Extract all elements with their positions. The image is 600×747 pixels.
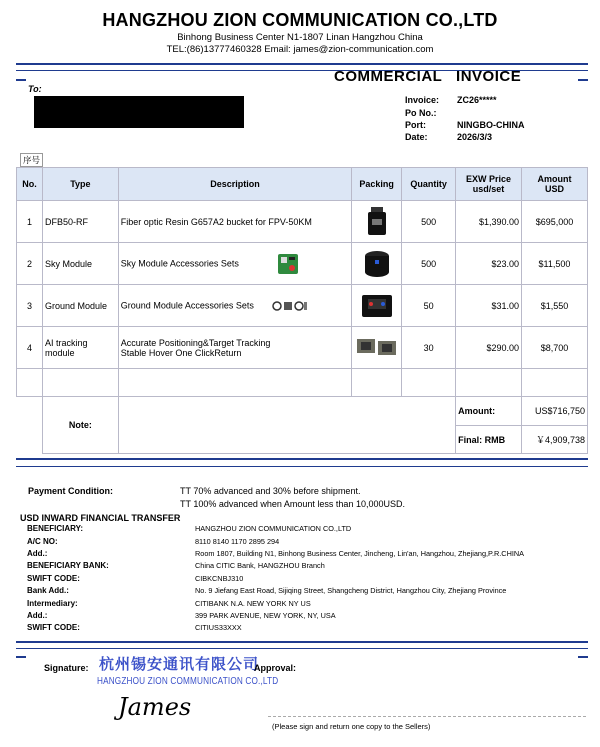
row-no: 4 bbox=[17, 327, 43, 369]
po-no-label: Po No.: bbox=[405, 108, 437, 118]
bank-value: CITIUS33XXX bbox=[195, 623, 242, 632]
bank-transfer-title: USD INWARD FINANCIAL TRANSFER bbox=[20, 513, 181, 523]
bank-key: BENEFICIARY: bbox=[27, 524, 83, 533]
company-contact: TEL:(86)13777460328 Email: james@zion-communication.com bbox=[166, 44, 434, 55]
port-label: Port: bbox=[405, 120, 426, 130]
bank-value: 399 PARK AVENUE, NEW YORK, NY, USA bbox=[195, 611, 336, 620]
approval-label: Approval: bbox=[254, 663, 297, 673]
table-row bbox=[17, 243, 588, 285]
date-label: Date: bbox=[405, 132, 428, 142]
seq-label: 序号 bbox=[20, 153, 43, 167]
company-stamp-cn: 杭州锡安通讯有限公司 bbox=[99, 655, 260, 673]
company-address: Binhong Business Center N1-1807 Linan Hangzhou China bbox=[177, 32, 423, 43]
bank-value: HANGZHOU ZION COMMUNICATION CO.,LTD bbox=[195, 524, 352, 533]
section-rule-top bbox=[16, 458, 588, 460]
amount-label: Amount: bbox=[456, 397, 522, 426]
bank-key: A/C NO: bbox=[27, 537, 58, 546]
row-price: $31.00 bbox=[456, 285, 522, 327]
payment-line-1: TT 70% advanced and 30% before shipment. bbox=[180, 486, 361, 496]
date-value: 2026/3/3 bbox=[457, 132, 493, 142]
port-value: NINGBO-CHINA bbox=[457, 120, 525, 130]
amount-row bbox=[17, 397, 588, 426]
bank-value: CITIBANK N.A. NEW YORK NY US bbox=[195, 599, 311, 608]
row-amount: $1,550 bbox=[521, 285, 587, 327]
amount-value: US$716,750 bbox=[521, 397, 587, 426]
row-description: Fiber optic Resin G657A2 bucket for FPV-50KM bbox=[118, 201, 351, 243]
corner-tick bbox=[578, 79, 588, 81]
col-type: Type bbox=[42, 168, 118, 201]
header-rule-top bbox=[16, 63, 588, 65]
row-no: 2 bbox=[17, 243, 43, 285]
bank-value: CIBKCNBJ310 bbox=[195, 574, 244, 583]
payment-label: Payment Condition: bbox=[28, 486, 113, 496]
invoice-no-label: Invoice: bbox=[405, 95, 440, 105]
col-price: EXW Price usd/set bbox=[456, 168, 522, 201]
row-price: $290.00 bbox=[456, 327, 522, 369]
col-quantity: Quantity bbox=[402, 168, 456, 201]
row-amount: $695,000 bbox=[521, 201, 587, 243]
items-table bbox=[16, 167, 588, 454]
empty-row bbox=[17, 369, 588, 397]
table-header-row bbox=[17, 168, 588, 201]
row-price: $1,390.00 bbox=[456, 201, 522, 243]
black-case-icon bbox=[360, 291, 394, 319]
final-value: ￥4,909,738 bbox=[521, 426, 587, 454]
approval-line bbox=[268, 716, 586, 717]
bank-value: China CITIC Bank, HANGZHOU Branch bbox=[195, 561, 325, 570]
row-amount: $8,700 bbox=[521, 327, 587, 369]
row-amount: $11,500 bbox=[521, 243, 587, 285]
row-quantity: 50 bbox=[402, 285, 456, 327]
bank-value: Room 1807, Building N1, Binhong Business Center, Jincheng, Lin'an, Hangzhou, Zhejiang,P.R.CHINA bbox=[195, 549, 525, 558]
col-amount: Amount USD bbox=[521, 168, 587, 201]
col-no: No. bbox=[17, 168, 43, 201]
row-packing bbox=[352, 285, 402, 327]
row-type: Sky Module bbox=[42, 243, 118, 285]
row-packing bbox=[352, 243, 402, 285]
row-type: Ground Module bbox=[42, 285, 118, 327]
payment-line-2: TT 100% advanced when Amount less than 10,000USD. bbox=[180, 499, 405, 509]
col-description: Description bbox=[118, 168, 351, 201]
bank-key: BENEFICIARY BANK: bbox=[27, 561, 109, 570]
row-description: Sky Module Accessories Sets bbox=[118, 243, 351, 285]
table-row bbox=[17, 327, 588, 369]
circuit-board-icon bbox=[277, 253, 299, 275]
bank-value: No. 9 Jiefang East Road, Sijiqing Street, Shangcheng District, Hangzhou City, Zhejiang Province bbox=[195, 586, 507, 595]
signature-label: Signature: bbox=[44, 663, 89, 673]
corner-tick bbox=[16, 79, 26, 81]
footer-rule-bottom bbox=[16, 648, 588, 649]
row-no: 3 bbox=[17, 285, 43, 327]
row-quantity: 30 bbox=[402, 327, 456, 369]
row-quantity: 500 bbox=[402, 243, 456, 285]
invoice-title: COMMERCIAL INVOICE bbox=[334, 68, 522, 85]
row-price: $23.00 bbox=[456, 243, 522, 285]
col-packing: Packing bbox=[352, 168, 402, 201]
handwritten-signature: James bbox=[118, 693, 192, 721]
bank-value: 8110 8140 1170 2895 294 bbox=[195, 537, 280, 546]
note-field bbox=[118, 397, 455, 454]
bank-key: Add.: bbox=[27, 611, 48, 620]
redacted-recipient bbox=[34, 96, 244, 128]
bank-key: Bank Add.: bbox=[27, 586, 69, 595]
black-module-icon bbox=[363, 248, 391, 278]
footer-rule-top bbox=[16, 641, 588, 643]
table-row bbox=[17, 201, 588, 243]
row-quantity: 500 bbox=[402, 201, 456, 243]
corner-tick bbox=[578, 656, 588, 658]
chip-modules-icon bbox=[355, 335, 399, 359]
to-label: To: bbox=[28, 84, 42, 94]
sign-return-note: (Please sign and return one copy to the Sellers) bbox=[272, 722, 431, 731]
note-label: Note: bbox=[42, 397, 118, 454]
invoice-no-value: ZC26***** bbox=[457, 95, 497, 105]
row-type: AI tracking module bbox=[42, 327, 118, 369]
company-stamp-en: HANGZHOU ZION COMMUNICATION CO.,LTD bbox=[97, 676, 279, 687]
bank-key: Add.: bbox=[27, 549, 48, 558]
section-rule-bottom bbox=[16, 466, 588, 467]
row-packing bbox=[352, 201, 402, 243]
bank-key: Intermediary: bbox=[27, 599, 78, 608]
company-name: HANGZHOU ZION COMMUNICATION CO.,LTD bbox=[102, 10, 498, 30]
row-no: 1 bbox=[17, 201, 43, 243]
row-description: Accurate Positioning&Target Tracking Stable Hover One ClickReturn bbox=[118, 327, 351, 369]
row-packing bbox=[352, 327, 402, 369]
bank-key: SWIFT CODE: bbox=[27, 623, 80, 632]
row-type: DFB50-RF bbox=[42, 201, 118, 243]
final-label: Final: RMB bbox=[456, 426, 522, 454]
row-description: Ground Module Accessories Sets bbox=[118, 285, 351, 327]
table-row bbox=[17, 285, 588, 327]
corner-tick bbox=[16, 656, 26, 658]
bank-key: SWIFT CODE: bbox=[27, 574, 80, 583]
accessories-icon bbox=[272, 299, 308, 313]
black-spool-icon bbox=[364, 205, 390, 237]
